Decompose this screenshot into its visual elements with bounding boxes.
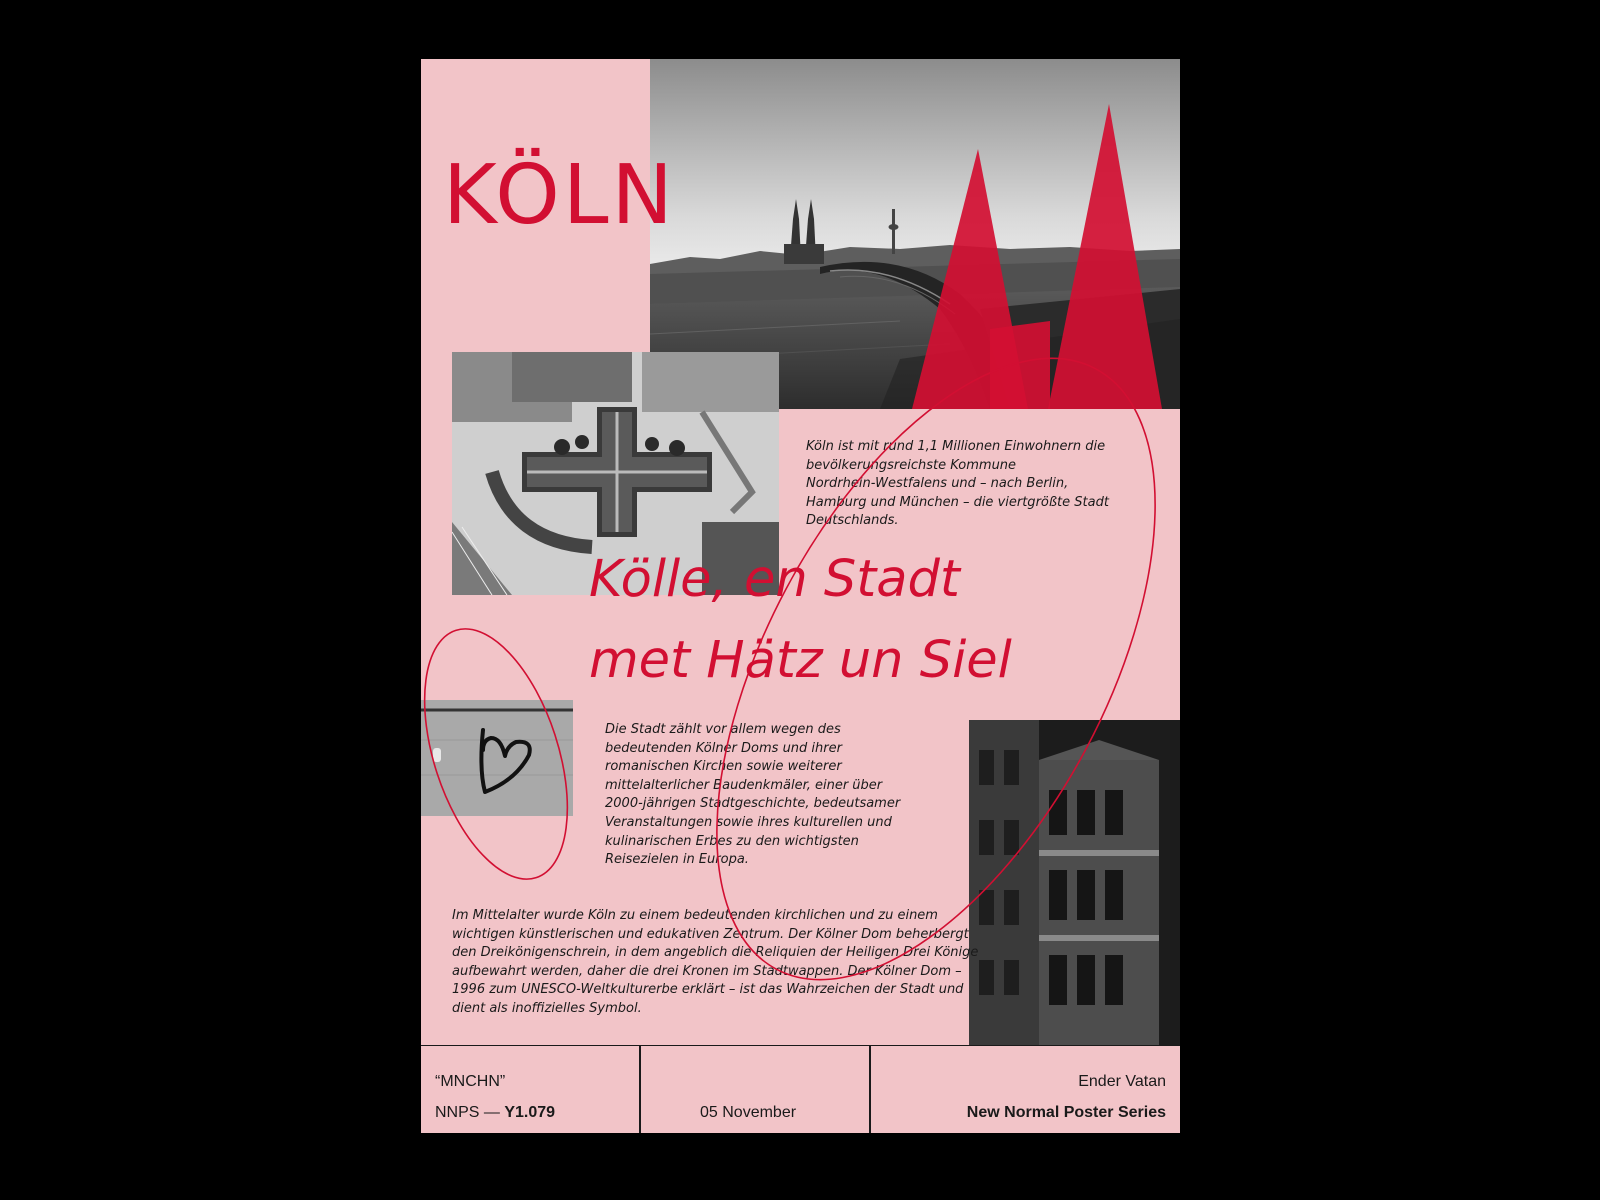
series-prefix: NNPS — (435, 1104, 500, 1121)
footer-divider (869, 1046, 871, 1133)
intro-line: bevölkerungsreichste Kommune (806, 457, 1017, 473)
intro-line: Deutschlands. (806, 513, 899, 529)
series-code: Y1.079 (504, 1104, 556, 1121)
middle-line: Veranstaltungen sowie ihres kulturellen und (605, 814, 892, 830)
middle-line: bedeutenden Kölner Doms und ihrer (605, 740, 842, 756)
bottom-line: wichtigen künstlerischen und edukativen Zentrum. Der Kölner Dom beherbergt (452, 926, 969, 942)
bottom-line: aufbewahrt werden, daher die drei Kronen im Stadtwappen. Der Kölner Dom – (452, 963, 962, 979)
bottom-line: 1996 zum UNESCO-Weltkulturerbe erklärt – ist das Wahrzeichen der Stadt und (452, 982, 964, 998)
series-code-line (435, 1104, 555, 1122)
middle-line: Die Stadt zählt vor allem wegen des (605, 722, 841, 737)
slogan-line: met Hätz un Siel (589, 631, 1012, 690)
middle-line: 2000-jährigen Stadtgeschichte, bedeutsamer (605, 796, 901, 812)
slogan-line: Kölle, en Stadt (589, 550, 960, 609)
middle-line: mittelalterlicher Baudenkmäler, einer über (605, 777, 883, 793)
bottom-line: Im Mittelalter wurde Köln zu einem bedeutenden kirchlichen und zu einem (452, 908, 938, 923)
author-name: Ender Vatan (1078, 1073, 1166, 1090)
footer-divider (639, 1046, 641, 1133)
poster (421, 59, 1180, 1133)
poster-title: KÖLN (443, 148, 676, 243)
middle-line: kulinarischen Erbes zu den wichtigsten (605, 833, 859, 849)
intro-line: Nordrhein-Westfalens und – nach Berlin, (806, 476, 1069, 492)
bottom-line: dient als inoffizielles Symbol. (452, 1000, 642, 1016)
middle-line: romanischen Kirchen sowie weiterer (605, 759, 842, 775)
large-red-ellipse (626, 289, 1180, 1045)
series-name: New Normal Poster Series (966, 1104, 1166, 1121)
poster-date: 05 November (700, 1104, 797, 1121)
bottom-line: den Dreikönigenschrein, in dem angeblich die Reliquien der Heiligen Drei Könige (452, 945, 979, 961)
middle-line: Reisezielen in Europa. (605, 852, 749, 868)
red-ellipse-overlay (421, 59, 1180, 1045)
project-name: “MNCHN” (435, 1073, 506, 1090)
intro-line: Köln ist mit rund 1,1 Millionen Einwohnern die (806, 439, 1106, 454)
small-red-ellipse (421, 611, 595, 897)
poster-footer (421, 1045, 1180, 1133)
intro-line: Hamburg und München – die viertgrößte Stadt (806, 494, 1109, 510)
